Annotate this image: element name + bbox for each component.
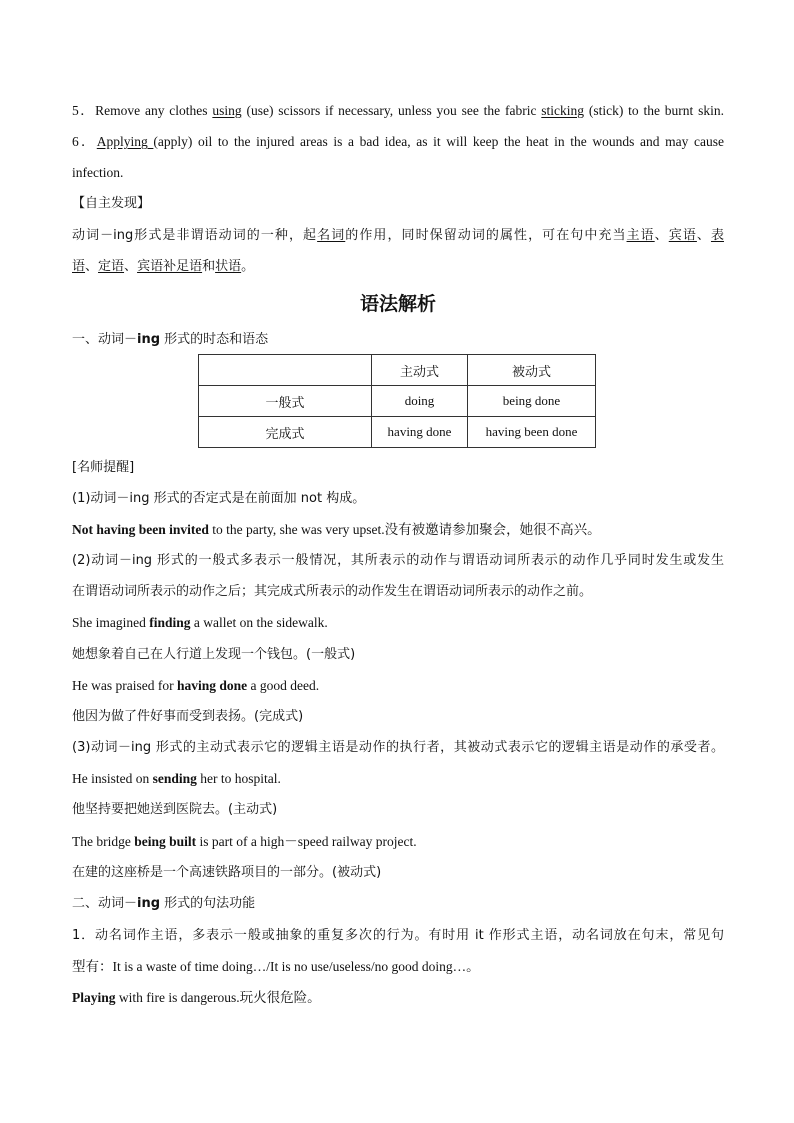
answer-using: using — [212, 103, 242, 118]
tip-note-1: (1)动词－ing 形式的否定式是在前面加 not 构成。 — [72, 491, 366, 506]
tip-note-3: (3)动词－ing 形式的主动式表示它的逻辑主语是动作的执行者，其被动式表示它的逻辑主语是动作的承受者。 — [72, 740, 724, 755]
tense-voice-table — [198, 354, 596, 448]
part-1-heading: 一、动词－ing 形式的时态和语态 — [72, 332, 269, 347]
example-5: The bridge being built is part of a high－speed railway project. — [72, 834, 417, 849]
example-4: He insisted on sending her to hospital. — [72, 771, 281, 786]
exercise-6: 6．Applying (apply) oil to the injured areas is a bad idea, as it will keep the heat in the wounds and may cause — [72, 134, 725, 149]
tip-heading: [名师提醒] — [72, 460, 135, 475]
example-1: Not having been invited to the party, she was very upset.没有被邀请参加聚会，她很不高兴。 — [72, 522, 601, 537]
example-3: He was praised for having done a good deed. — [72, 678, 320, 693]
example-2-translation: 她想象着自己在人行道上发现一个钱包。(一般式) — [72, 647, 356, 662]
example-4-translation: 他坚持要把她送到医院去。(主动式) — [72, 802, 278, 817]
exercise-5: 5．Remove any clothes using (use) scissors if necessary, unless you see the fabric sticking (stick) to the burnt skin. — [72, 103, 725, 118]
discover-paragraph-2: 语、定语、宾语补足语和状语。 — [72, 259, 255, 274]
example-3-translation: 他因为做了件好事而受到表扬。(完成式) — [72, 709, 304, 724]
answer-sticking: sticking — [541, 103, 585, 118]
table-header-row: 主动式 被动式 — [199, 355, 596, 386]
table-row: 一般式 doing being done — [199, 386, 596, 417]
function-1a: 1．动名词作主语，多表示一般或抽象的重复多次的行为。有时用 it 作形式主语，动名词放在句末，常见句 — [72, 928, 724, 943]
tip-note-2a: (2)动词－ing 形式的一般式多表示一般情况，其所表示的动作与谓语动词所表示的动作几乎同时发生或发生 — [72, 553, 724, 568]
example-5-translation: 在建的这座桥是一个高速铁路项目的一部分。(被动式) — [72, 865, 382, 880]
tip-note-2b: 在谓语动词所表示的动作之后；其完成式所表示的动作发生在谓语动词所表示的动作之前。 — [72, 584, 593, 599]
part-2-heading: 二、动词－ing 形式的句法功能 — [72, 896, 256, 911]
function-example: Playing with fire is dangerous.玩火很危险。 — [72, 990, 321, 1005]
discover-heading: 【自主发现】 — [72, 196, 151, 211]
answer-applying: Applying — [96, 134, 154, 149]
exercise-6-cont: infection. — [72, 165, 124, 180]
section-title: 语法解析 — [359, 293, 436, 315]
example-2: She imagined finding a wallet on the sidewalk. — [72, 615, 328, 630]
function-1b: 型有：It is a waste of time doing…/It is no use/useless/no good doing…。 — [72, 959, 480, 974]
discover-paragraph-1: 动词－ing形式是非谓语动词的一种，起名词的作用，同时保留动词的属性，可在句中充当主语、宾语、表 — [72, 228, 724, 243]
table-row: 完成式 having done having been done — [199, 417, 596, 448]
